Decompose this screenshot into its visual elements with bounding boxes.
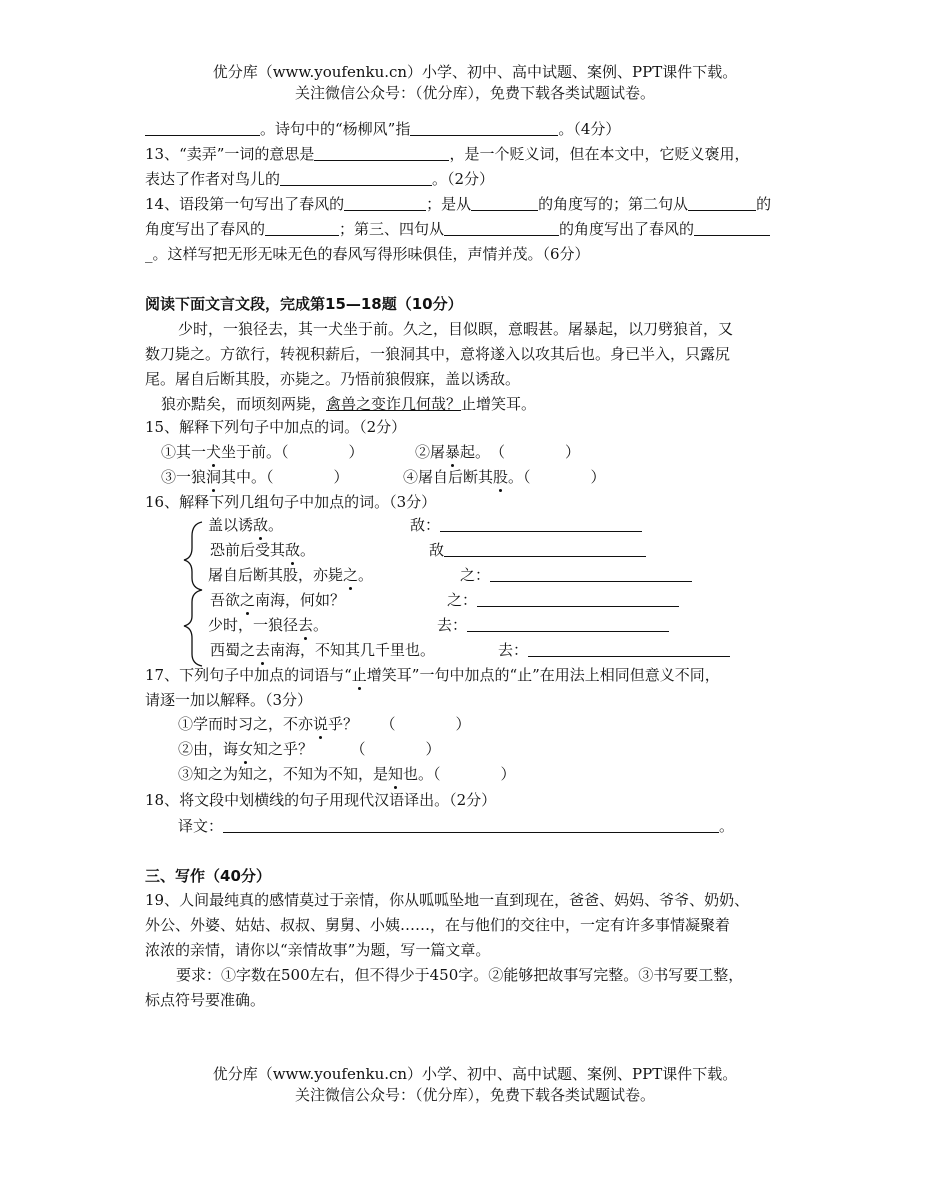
answer-blank[interactable]	[444, 219, 559, 236]
q16-row-3-answer: 之：	[460, 564, 720, 586]
writing-line-3: 浓浓的亲情，请你以“亲情故事”为题，写一篇文章。	[145, 941, 491, 959]
writing-requirements-1: 要求：①字数在500左右，但不得少于450字。②能够把故事写完整。③书写要工整，	[176, 966, 744, 984]
q18-title: 18、将文段中划横线的句子用现代汉语译出。（2分）	[145, 791, 497, 809]
q15-item-2: ②屠暴起。 （ ）	[415, 443, 581, 461]
answer-blank[interactable]	[410, 119, 558, 136]
q16-row-5-answer: 去：	[437, 614, 697, 636]
footer-line-1: 优分库（www.youfenku.cn）小学、初中、高中试题、案例、PPT课件下载。	[212, 1065, 738, 1083]
q17-item-2: ②由，诲女知之乎？ （ ）	[178, 740, 441, 758]
q16-row-1-answer: 敌：	[410, 514, 670, 536]
q17-item-1: ①学而时习之，不亦说乎？ （ ）	[178, 715, 471, 733]
q15-item-1: ①其一犬坐于前。（ ）	[161, 443, 364, 461]
q17-line-1: 17、下列句子中加点的词语与“止增笑耳”一句中加点的“止”在用法上相同但意义不同，	[145, 666, 720, 684]
writing-requirements-2: 标点符号要准确。	[145, 991, 266, 1009]
answer-blank[interactable]	[444, 540, 646, 557]
passage-line-1: 少时，一狼径去，其一犬坐于前。久之，目似瞑，意暇甚。屠暴起，以刀劈狼首，又	[178, 320, 734, 338]
answer-blank[interactable]	[694, 219, 770, 236]
q14-line-2: 角度写出了春风的 ；第三、四句从 的角度写出了春风的	[145, 218, 825, 240]
q18-answer: 译文： 。	[178, 817, 735, 835]
grouping-brace-icon	[180, 520, 206, 668]
passage-line-3: 尾。屠自后断其股，亦毙之。乃悟前狼假寐，盖以诱敌。	[145, 370, 521, 388]
translation-blank[interactable]	[223, 816, 719, 833]
q13-line-2: 表达了作者对鸟儿的 。（2分）	[145, 170, 495, 188]
q16-row-1: 盖以诱敌。	[208, 516, 284, 534]
answer-blank[interactable]	[440, 515, 642, 532]
q16-row-6-answer: 去：	[498, 639, 758, 661]
answer-blank[interactable]	[471, 194, 538, 211]
q15-item-4: ④屠自后断其股。（ ）	[403, 468, 606, 486]
underlined-sentence: 禽兽之变诈几何哉？	[326, 395, 462, 413]
answer-blank[interactable]	[688, 194, 756, 211]
q15-item-3: ③一狼洞其中。（ ）	[161, 468, 349, 486]
answer-blank[interactable]	[280, 169, 432, 186]
q16-row-2: 恐前后受其敌。	[210, 541, 316, 559]
answer-blank[interactable]	[145, 119, 260, 136]
q15-title: 15、解释下列句子中加点的词。（2分）	[145, 418, 407, 436]
q16-title: 16、解释下列几组句子中加点的词。（3分）	[145, 493, 437, 511]
answer-blank[interactable]	[528, 640, 730, 657]
q16-row-4-answer: 之：	[447, 589, 707, 611]
answer-blank[interactable]	[314, 144, 449, 161]
q13-line-1: 13、“卖弄”一词的意思是 ，是一个贬义词，但在本文中，它贬义褒用，	[145, 145, 750, 163]
answer-blank[interactable]	[344, 194, 426, 211]
q17-item-3: ③知之为知之，不知为不知，是知也。（ ）	[178, 765, 516, 783]
header-line-1: 优分库（www.youfenku.cn）小学、初中、高中试题、案例、PPT课件下载。	[212, 63, 738, 81]
answer-blank[interactable]	[265, 219, 339, 236]
writing-line-1: 19、人间最纯真的感情莫过于亲情，你从呱呱坠地一直到现在，爸爸、妈妈、爷爷、奶奶、	[145, 891, 750, 909]
q14-line-3: _。这样写把无形无味无色的春风写得形味俱佳，声情并茂。（6分）	[145, 245, 590, 263]
section-writing-title: 三、写作（40分）	[145, 867, 271, 885]
passage-line-2: 数刀毙之。方欲行，转视积薪后，一狼洞其中，意将遂入以攻其后也。身已半入，只露尻	[145, 345, 731, 363]
answer-blank[interactable]	[477, 590, 679, 607]
header-line-2: 关注微信公众号：（优分库），免费下载各类试题试卷。	[294, 84, 655, 102]
answer-blank[interactable]	[467, 615, 669, 632]
q16-row-4: 吾欲之南海，何如？	[210, 591, 346, 609]
q16-row-6: 西蜀之去南海，不知其几千里也。	[210, 641, 436, 659]
passage-line-4: 狼亦黠矣，而顷刻两毙，禽兽之变诈几何哉？止增笑耳。	[161, 395, 537, 413]
answer-blank[interactable]	[490, 565, 692, 582]
q12-line: 。诗句中的“杨柳风”指 。（4分）	[145, 118, 825, 140]
q14-line-1: 14、语段第一句写出了春风的 ；是从 的角度写的；第二句从 的	[145, 195, 772, 213]
section-classical-title: 阅读下面文言文段，完成第15—18题（10分）	[145, 295, 463, 313]
q16-row-5: 少时，一狼径去。	[208, 616, 329, 634]
footer-line-2: 关注微信公众号：（优分库），免费下载各类试题试卷。	[294, 1086, 655, 1104]
q17-line-2: 请逐一加以解释。（3分）	[145, 691, 313, 709]
q16-row-2-answer: 敌	[429, 539, 689, 561]
writing-line-2: 外公、外婆、姑姑、叔叔、舅舅、小姨……，在与他们的交往中，一定有许多事情凝聚着	[145, 916, 731, 934]
q16-row-3: 屠自后断其股，亦毙之。	[208, 566, 374, 584]
